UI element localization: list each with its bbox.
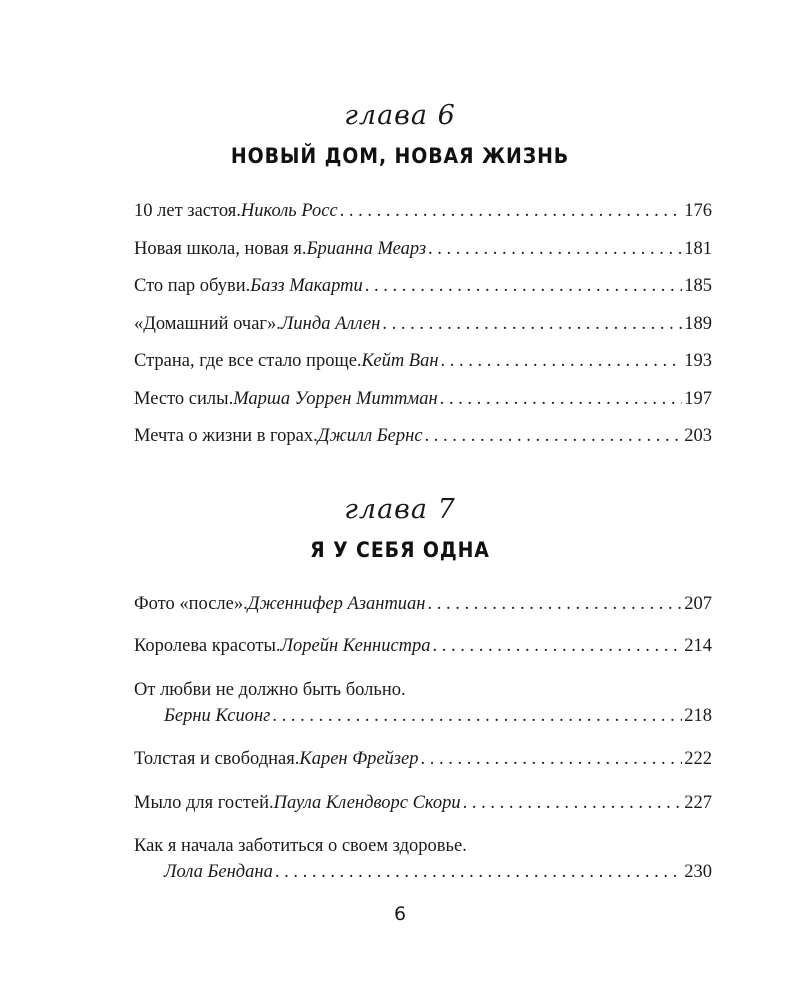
toc-entry[interactable] <box>134 633 712 659</box>
entry-title: Новая школа, новая я. <box>134 239 307 259</box>
entry-page: 207 <box>684 594 712 614</box>
entry-title: Королева красоты. <box>134 636 281 656</box>
dot-leader <box>272 703 682 729</box>
entry-title: Мыло для гостей. <box>134 793 274 813</box>
entry-page: 227 <box>684 793 712 813</box>
entry-author: Лола Бендана <box>164 862 273 882</box>
entry-title: Как я начала заботиться о своем здоровье. <box>134 836 467 856</box>
toc-entry[interactable] <box>134 677 712 729</box>
toc-entry[interactable] <box>134 423 712 449</box>
entry-author: Дженнифер Азантиан <box>247 594 426 614</box>
dot-leader <box>428 591 683 617</box>
dot-leader <box>463 790 683 816</box>
chapter-7-title: Я У СЕБЯ ОДНА <box>310 538 490 562</box>
dot-leader <box>365 273 683 299</box>
entry-author: Паула Клендворс Скори <box>273 793 461 813</box>
entry-page: 222 <box>684 749 712 769</box>
dot-leader <box>440 386 683 412</box>
entry-title: Толстая и свободная. <box>134 749 300 769</box>
entry-page: 230 <box>684 862 712 882</box>
toc-entry[interactable] <box>134 833 712 885</box>
entry-author: Базз Макарти <box>250 276 363 296</box>
entry-title: Страна, где все стало проще. <box>134 351 362 371</box>
entry-page: 197 <box>684 389 712 409</box>
dot-leader <box>441 348 683 374</box>
entry-author: Джилл Бернс <box>317 426 423 446</box>
entry-title: Место силы. <box>134 389 234 409</box>
toc-entry[interactable] <box>134 348 712 374</box>
entry-page: 214 <box>684 636 712 656</box>
entry-title: Фото «после». <box>134 594 248 614</box>
toc-entry[interactable] <box>134 790 712 816</box>
entry-author: Карен Фрейзер <box>299 749 419 769</box>
entry-page: 185 <box>684 276 712 296</box>
toc-entry[interactable] <box>134 311 712 337</box>
chapter-6-label: глава 6 <box>344 100 456 131</box>
entry-page: 181 <box>684 239 712 259</box>
dot-leader <box>382 311 682 337</box>
chapter-7-label: глава 7 <box>344 494 456 525</box>
dot-leader <box>428 236 682 262</box>
dot-leader <box>275 859 682 885</box>
dot-leader <box>425 423 683 449</box>
page-number: 6 <box>393 903 407 925</box>
toc-entry[interactable] <box>134 746 712 772</box>
entry-title: Сто пар обуви. <box>134 276 251 296</box>
entry-title: «Домашний очаг». <box>134 314 281 334</box>
entry-page: 203 <box>684 426 712 446</box>
dot-leader <box>433 633 683 659</box>
entry-page: 176 <box>684 201 712 221</box>
dot-leader <box>420 746 682 772</box>
toc-entry[interactable] <box>134 236 712 262</box>
entry-author: Берни Ксионг <box>164 706 271 726</box>
entry-author: Марша Уоррен Миттман <box>233 389 438 409</box>
entry-author: Линда Аллен <box>280 314 381 334</box>
entry-title: Мечта о жизни в горах. <box>134 426 318 446</box>
entry-author: Лорейн Кеннистра <box>280 636 431 656</box>
entry-title: 10 лет застоя. <box>134 201 241 221</box>
toc-entry[interactable] <box>134 386 712 412</box>
entry-author: Николь Росс <box>240 201 338 221</box>
toc-entry[interactable] <box>134 273 712 299</box>
dot-leader <box>340 198 683 224</box>
entry-page: 218 <box>684 706 712 726</box>
toc-entry[interactable] <box>134 591 712 617</box>
entry-page: 193 <box>684 351 712 371</box>
chapter-6-title: НОВЫЙ ДОМ, НОВАЯ ЖИЗНЬ <box>230 144 570 168</box>
entry-title: От любви не должно быть больно. <box>134 680 406 700</box>
entry-page: 189 <box>684 314 712 334</box>
entry-author: Брианна Меарз <box>306 239 427 259</box>
toc-entry[interactable] <box>134 198 712 224</box>
entry-author: Кейт Ван <box>361 351 439 371</box>
